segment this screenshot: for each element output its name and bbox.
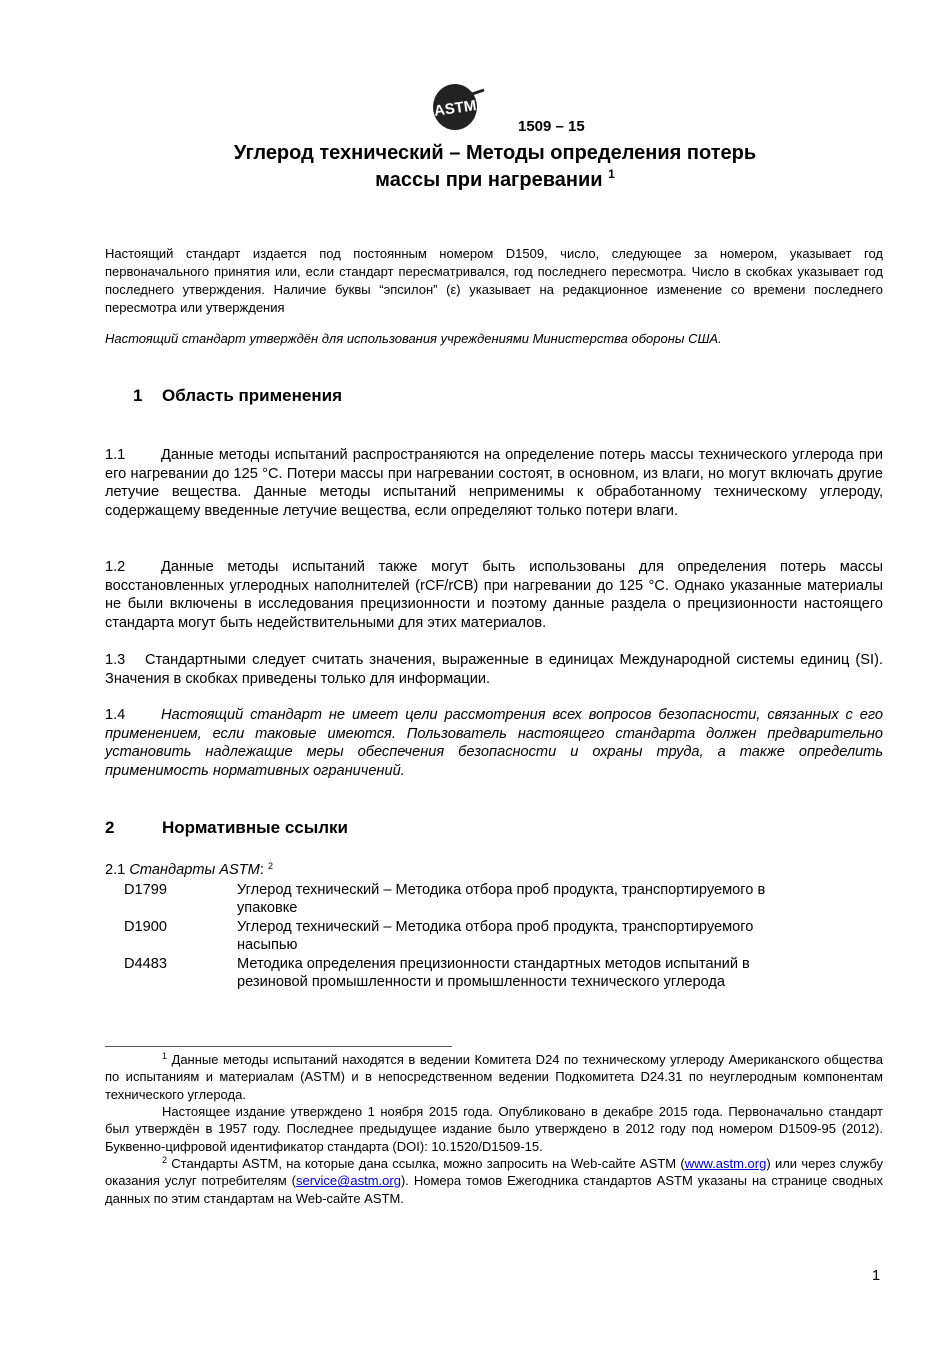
- footnote-ref: 1: [608, 167, 615, 181]
- footnote-1: $^1$ Данные методы испытаний находятся в ведении Комитета D24 по техническому углероду Американского общества по испытаниям и материалам (ASTM) и в непосредственном ведении Подкомитета D24.31 по неуглеродным компонентам технического углерода.: [105, 1051, 883, 1102]
- ref-title: Методика определения прецизионности стандартных методов испытаний в резиновой промышленности и промышленности технического углерода: [237, 956, 750, 990]
- para-1-2: 1.2 Данные методы испытаний также могут быть использованы для определения потерь массы восстановленных углеродных наполнителей (rCF/rCB) при нагревании до 125 °C. Однако указанные материалы не были включены в исследования прецизионности и поэтому данные раздела о прецизионности настоящего стандарта могут быть недействительными для этих материалов.: [105, 559, 883, 631]
- section-2-number: 2: [105, 818, 115, 837]
- service-email-link[interactable]: service@astm.org: [295, 1173, 401, 1189]
- footnote-2: $^2$ Стандарты ASTM, на которые дана ссылка, можно запросить на Web-сайте ASTM (www.astm.org) или через службу оказания услуг потребителям (service@astm.org). Номера томов Ежегодника стандартов ASTM указаны на странице сводных данных по этим стандартам на Web-сайте ASTM.: [105, 1155, 883, 1206]
- page-number: 1: [872, 1268, 881, 1284]
- ref-title: Углерод технический – Методика отбора проб продукта, транспортируемого в упаковке: [237, 882, 766, 916]
- ref-title: Углерод технический – Методика отбора проб продукта, транспортируемого насыпью: [237, 919, 754, 953]
- ref-code: D1799: [124, 882, 168, 898]
- svg-text:ASTM: ASTM: [432, 97, 478, 120]
- section-1-number: 1: [133, 386, 143, 405]
- para-1-4: 1.4 Настоящий стандарт не имеет цели рассмотрения всех вопросов безопасности, связанных с его применением, если таковые имеются. Пользователь настоящего стандарта должен предварительно установить надлежащие меры обеспечения безопасности и охраны труда, а также определить применимость нормативных ограничений.: [105, 707, 883, 779]
- para-1-3: 1.3 Стандартными следует считать значения, выраженные в единицах Международной системы единиц (SI). Значения в скобках приведены только для информации.: [105, 652, 883, 687]
- para-1-1: 1.1 Данные методы испытаний распространяются на определение потерь массы технического углерода при его нагревании до 125 °C. Потери массы при нагревании состоят, в основном, из влаги, но могут включать другие летучие вещества. Данные методы испытаний неприменимы к обработанному техническому углероду, содержащему введенные летучие вещества, если определяют только потери влаги.: [105, 447, 883, 519]
- dod-note: Настоящий стандарт утверждён для использования учреждениями Министерства обороны США.: [105, 331, 722, 346]
- subsection-2-1: 2.1 Стандарты ASTM: $^2$: [105, 861, 273, 878]
- section-1-title: Область применения: [162, 386, 343, 405]
- designation: 1509 – 15: [518, 118, 585, 135]
- intro-paragraph: Настоящий стандарт издается под постоянным номером D1509, число, следующее за номером, указывает год первоначального принятия или, если стандарт пересматривался, год последнего пересмотра. Число в скобках указывает год последнего утверждения. Наличие буквы “эпсилон” (ε) указывает на редакционное изменение со времени последнего пересмотра или утверждения: [105, 246, 883, 315]
- section-2-title: Нормативные ссылки: [162, 818, 349, 837]
- page-title: [0, 140, 950, 194]
- title-line: Углерод технический – Методы определения потерь: [233, 142, 757, 164]
- footnote-1-continued: Настоящее издание утверждено 1 ноября 2015 года. Опубликовано в декабре 2015 года. Первоначально стандарт был утверждён в 1957 году. Последнее предыдущее издание было утверждено в 2012 году под номером D1509-95 (2012). Буквенно-цифровой идентификатор стандарта (DOI): 10.1520/D1509-15.: [105, 1104, 883, 1154]
- footnote-divider: [105, 1046, 452, 1047]
- astm-logo: [428, 82, 486, 132]
- ref-code: D1900: [124, 919, 168, 935]
- title-line: массы при нагревании $^1$: [375, 167, 615, 191]
- ref-code: D4483: [124, 956, 168, 972]
- astm-website-link[interactable]: www.astm.org: [684, 1156, 767, 1171]
